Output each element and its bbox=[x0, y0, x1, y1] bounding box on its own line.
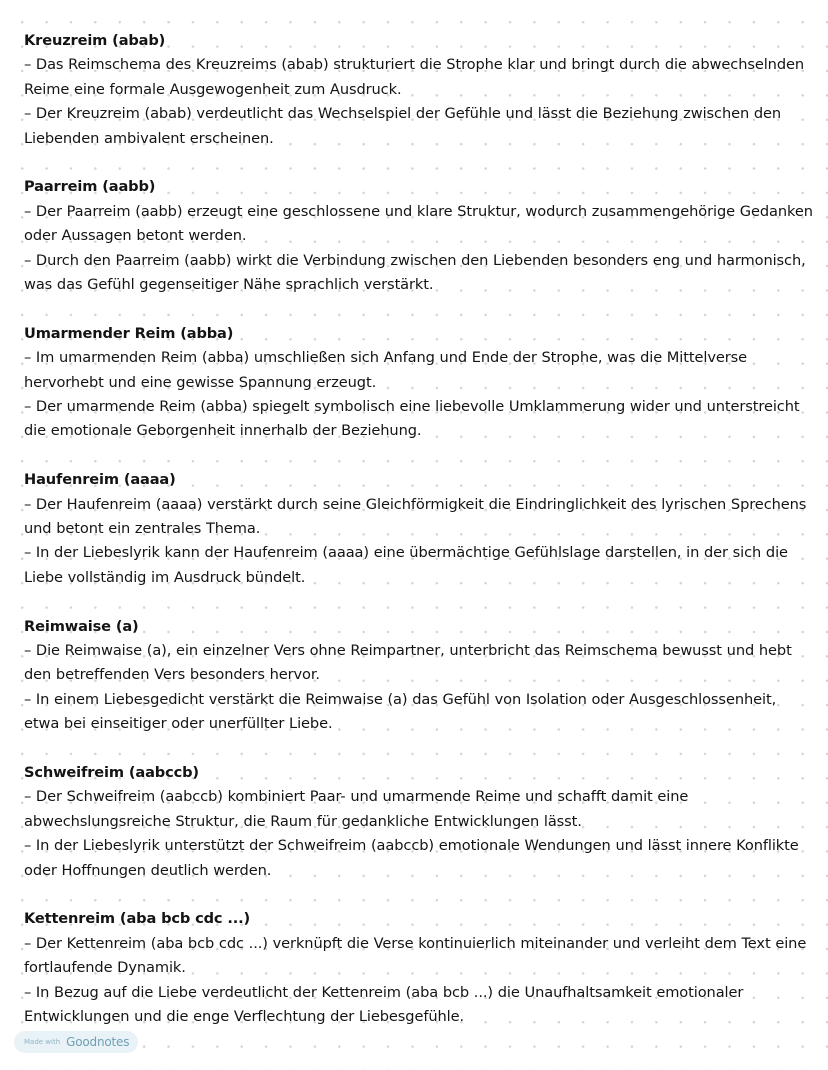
section-point: – Der Schweifreim (aabccb) kombiniert Paar- und umarmende Reime und schafft damit eine abwechslungsreiche Struktur, die Raum für gedankliche Entwicklungen lässt. bbox=[24, 788, 689, 830]
section-point: – Der Paarreim (aabb) erzeugt eine geschlossene und klare Struktur, wodurch zusammengehörige Gedanken oder Aussagen betont werden. bbox=[24, 202, 813, 245]
section-point: – In der Liebeslyrik kann der Haufenreim (aaaa) eine übermächtige Gefühlslage darstellen, in der sich die Liebe vollständig im Ausdruck bündelt. bbox=[24, 544, 788, 586]
section-reimwaise bbox=[24, 615, 814, 737]
section-point: – Im umarmenden Reim (abba) umschließen sich Anfang und Ende der Strophe, was die Mittelverse hervorhebt und eine gewisse Spannung erzeugt. bbox=[24, 349, 748, 391]
section-point: – In einem Liebesgedicht verstärkt die Reimwaise (a) das Gefühl von Isolation oder Ausgeschlossenheit, etwa bei einseitiger oder unerfüllter Liebe. bbox=[24, 690, 777, 733]
made-with-goodnotes-badge bbox=[14, 1031, 138, 1053]
section-point: – Die Reimwaise (a), ein einzelner Vers ohne Reimpartner, unterbricht das Reimschema bewusst und hebt den betreffenden Vers besonders hervor. bbox=[24, 642, 792, 684]
section-heading: Schweifreim (aabccb) bbox=[24, 764, 199, 782]
section-heading: Kettenreim (aba bcb cdc ...) bbox=[24, 910, 251, 928]
goodnotes-logo: Goodnotes bbox=[66, 1035, 130, 1049]
notes-page bbox=[24, 29, 814, 1029]
badge-prefix: Made with bbox=[24, 1038, 61, 1046]
section-umarmender-reim bbox=[24, 322, 814, 444]
section-heading: Haufenreim (aaaa) bbox=[24, 471, 176, 489]
section-point: – Der Kreuzreim (abab) verdeutlicht das Wechselspiel der Gefühle und lässt die Beziehung zwischen den Liebenden ambivalent erscheinen. bbox=[24, 105, 782, 147]
section-point: – In Bezug auf die Liebe verdeutlicht der Kettenreim (aba bcb ...) die Unaufhaltsamkeit emotionaler Entwicklungen und die enge Verflechtung der Liebesgefühle. bbox=[24, 983, 744, 1026]
section-point: – Durch den Paarreim (aabb) wirkt die Verbindung zwischen den Liebenden besonders eng und harmonisch, was das Gefühl gegenseitiger Nähe sprachlich verstärkt. bbox=[24, 251, 806, 294]
section-heading: Kreuzreim (abab) bbox=[24, 32, 166, 49]
section-kettenreim bbox=[24, 907, 814, 1029]
section-point: – Der Kettenreim (aba bcb cdc ...) verknüpft die Verse kontinuierlich miteinander und verleiht dem Text eine fortlaufende Dynamik. bbox=[24, 934, 807, 977]
section-heading: Reimwaise (a) bbox=[24, 617, 139, 635]
section-point: – In der Liebeslyrik unterstützt der Schweifreim (aabccb) emotionale Wendungen und lässt innere Konflikte oder Hoffnungen deutlich werden. bbox=[24, 837, 799, 879]
section-haufenreim bbox=[24, 468, 814, 590]
section-point: – Der umarmende Reim (abba) spiegelt symbolisch eine liebevolle Umklammerung wider und unterstreicht die emotionale Geborgenheit innerhalb der Beziehung. bbox=[24, 398, 800, 440]
section-heading: Umarmender Reim (abba) bbox=[24, 324, 234, 342]
section-schweifreim bbox=[24, 761, 814, 883]
section-point: – Das Reimschema des Kreuzreims (abab) strukturiert die Strophe klar und bringt durch die abwechselnden Reime eine formale Ausgewogenheit zum Ausdruck. bbox=[24, 56, 805, 98]
section-paarreim bbox=[24, 175, 814, 297]
section-heading: Paarreim (aabb) bbox=[24, 178, 156, 196]
section-kreuzreim bbox=[24, 29, 814, 151]
section-point: – Der Haufenreim (aaaa) verstärkt durch seine Gleichförmigkeit die Eindringlichkeit des lyrischen Sprechens und betont ein zentrales Thema. bbox=[24, 495, 807, 538]
